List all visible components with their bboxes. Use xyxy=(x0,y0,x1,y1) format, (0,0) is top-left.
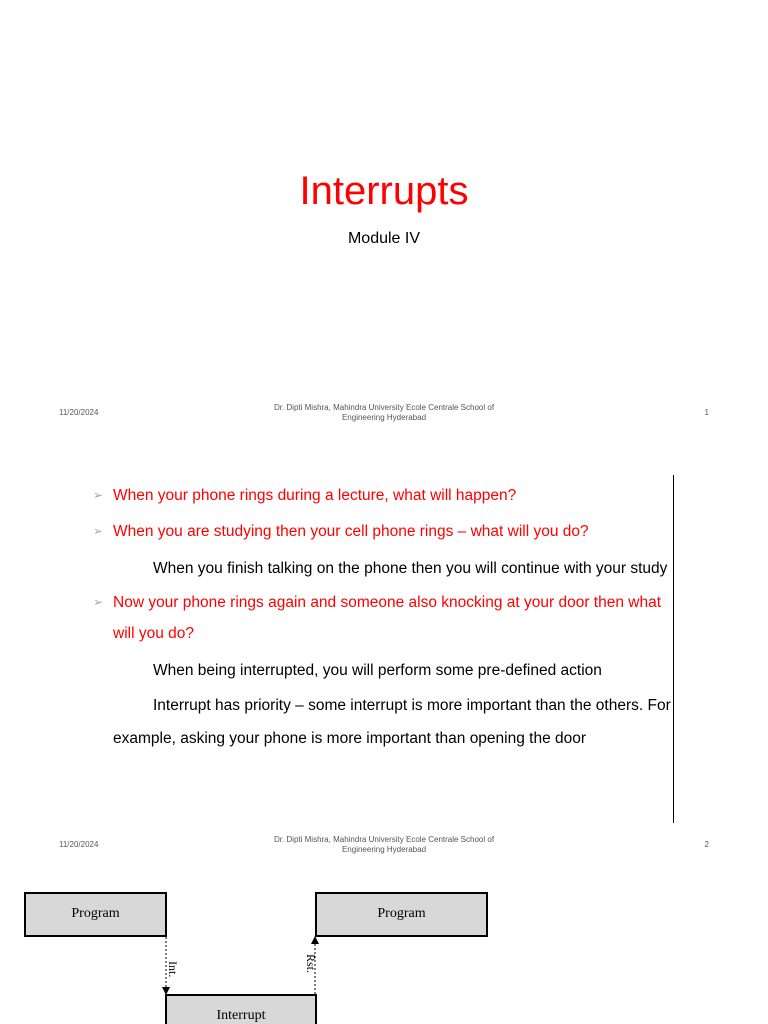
bullet-item xyxy=(93,587,678,649)
slide-body xyxy=(93,480,678,757)
slide-2 xyxy=(0,432,768,864)
arrow-bullet-icon: ➢ xyxy=(93,595,104,609)
slide-title: Interrupts xyxy=(299,169,469,213)
footer-author xyxy=(234,835,534,855)
footer-author-line1: Dr. Dipti Mishra, Mahindra University Ecole Centrale School of xyxy=(273,835,495,844)
bullet-text: Now your phone rings again and someone also knocking at your door then what will you do? xyxy=(113,594,662,642)
footer-date: 11/20/2024 xyxy=(59,408,99,417)
answer-text: When you finish talking on the phone then you will continue with your study xyxy=(153,560,668,577)
answer-paragraph xyxy=(93,689,678,755)
answer-text: When being interrupted, you will perform some pre-defined action xyxy=(153,662,602,679)
slide-1 xyxy=(0,0,768,432)
program-label: Program xyxy=(71,906,120,921)
bullet-text: When your phone rings during a lecture, what will happen? xyxy=(113,487,517,504)
int-label: Int. xyxy=(166,961,180,978)
bullet-text: When you are studying then your cell phone rings – what will you do? xyxy=(113,523,589,540)
answer-paragraph xyxy=(93,654,678,687)
answer-paragraph xyxy=(93,552,678,585)
arrow-bullet-icon: ➢ xyxy=(93,488,104,502)
footer-author xyxy=(234,403,534,423)
program-label: Program xyxy=(377,906,426,921)
footer-author-line1: Dr. Dipti Mishra, Mahindra University Ecole Centrale School of xyxy=(273,403,495,412)
footer-date: 11/20/2024 xyxy=(59,840,99,849)
vertical-divider xyxy=(673,475,674,823)
slide-3 xyxy=(0,864,768,1024)
slide-subtitle: Module IV xyxy=(347,230,421,247)
bullet-item xyxy=(93,480,678,511)
interrupt-label: Interrupt xyxy=(216,1008,266,1023)
flow-arrows xyxy=(0,864,768,1024)
page-number: 2 xyxy=(704,840,709,849)
bullet-item xyxy=(93,516,678,547)
answer-text: Interrupt has priority – some interrupt is more important than the others. For example, asking your phone is more important than opening the door xyxy=(113,697,671,747)
rst-label: Rst. xyxy=(304,954,318,974)
footer-author-line2: Engineering Hyderabad xyxy=(341,845,427,854)
page-number: 1 xyxy=(704,408,709,417)
arrow-bullet-icon: ➢ xyxy=(93,524,104,538)
footer-author-line2: Engineering Hyderabad xyxy=(341,413,427,422)
